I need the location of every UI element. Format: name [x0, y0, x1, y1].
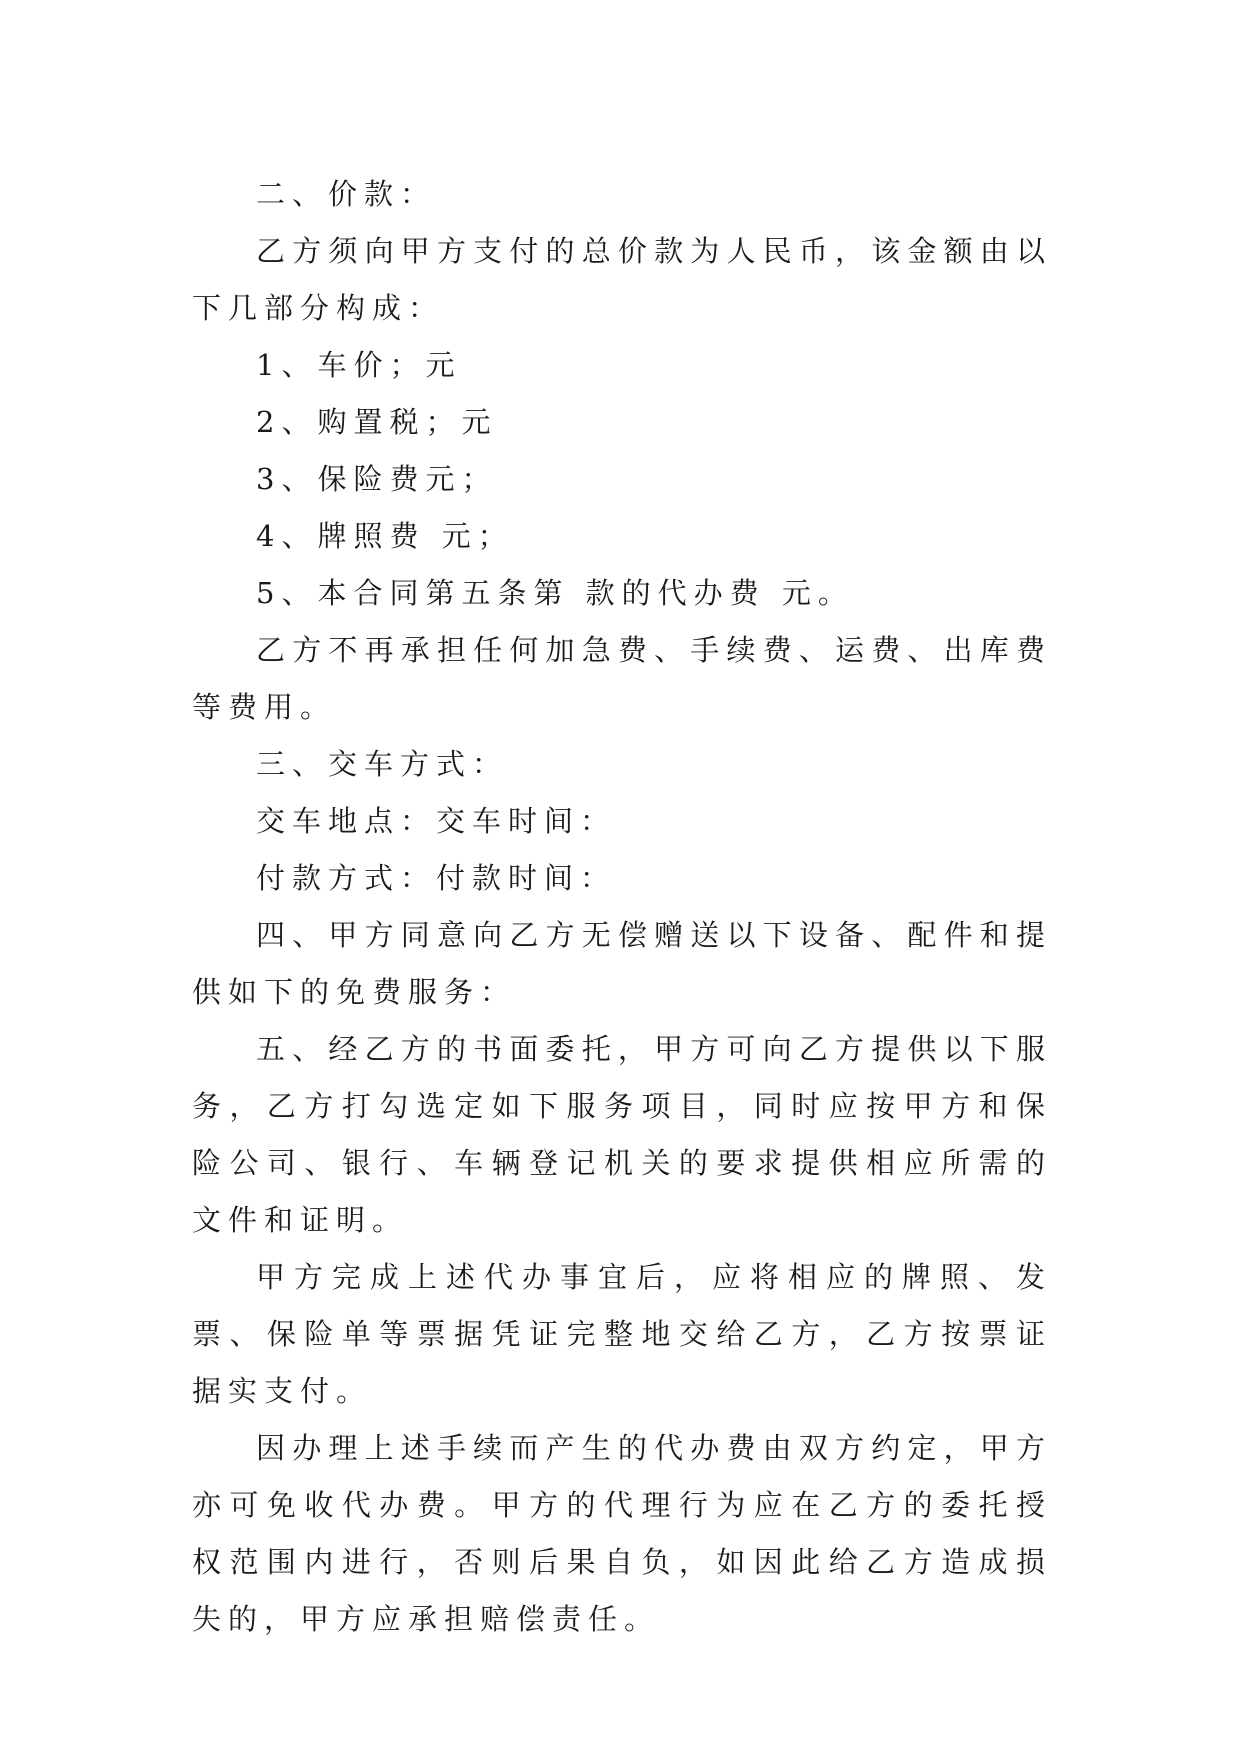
section-heading-price: 二、价款： [256, 177, 437, 211]
list-item-agency-fee: 5、本合同第五条第 款的代办费 元。 [256, 576, 854, 610]
paragraph-payment-method-time: 付款方式：付款时间： [256, 861, 617, 895]
list-item-license-fee: 4、牌照费 元； [256, 519, 514, 553]
paragraph-delivery-place-time: 交车地点：交车时间： [256, 804, 617, 838]
list-item-car-price: 1、车价；元 [256, 348, 462, 382]
document-body [192, 166, 1052, 1648]
list-item-purchase-tax: 2、购置税；元 [256, 405, 498, 439]
section-heading-agency-services: 五、经乙方的书面委托，甲方可向乙方提供以下服务，乙方打勾选定如下服务项目，同时应按甲方和保险公司、银行、车辆登记机关的要求提供相应所需的文件和证明。 [192, 1032, 1052, 1237]
section-heading-delivery: 三、交车方式： [256, 747, 509, 781]
list-item-insurance-fee: 3、保险费元； [256, 462, 498, 496]
paragraph-total-price: 乙方须向甲方支付的总价款为人民币，该金额由以下几部分构成： [192, 234, 1052, 325]
paragraph-documents-handover: 甲方完成上述代办事宜后，应将相应的牌照、发票、保险单等票据凭证完整地交给乙方，乙方按票证据实支付。 [192, 1260, 1052, 1408]
section-heading-free-items: 四、甲方同意向乙方无偿赠送以下设备、配件和提供如下的免费服务： [192, 918, 1052, 1009]
paragraph-agency-fee-liability: 因办理上述手续而产生的代办费由双方约定，甲方亦可免收代办费。甲方的代理行为应在乙方的委托授权范围内进行，否则后果自负，如因此给乙方造成损失的，甲方应承担赔偿责任。 [192, 1431, 1052, 1636]
paragraph-no-extra-fees: 乙方不再承担任何加急费、手续费、运费、出库费等费用。 [192, 633, 1052, 724]
